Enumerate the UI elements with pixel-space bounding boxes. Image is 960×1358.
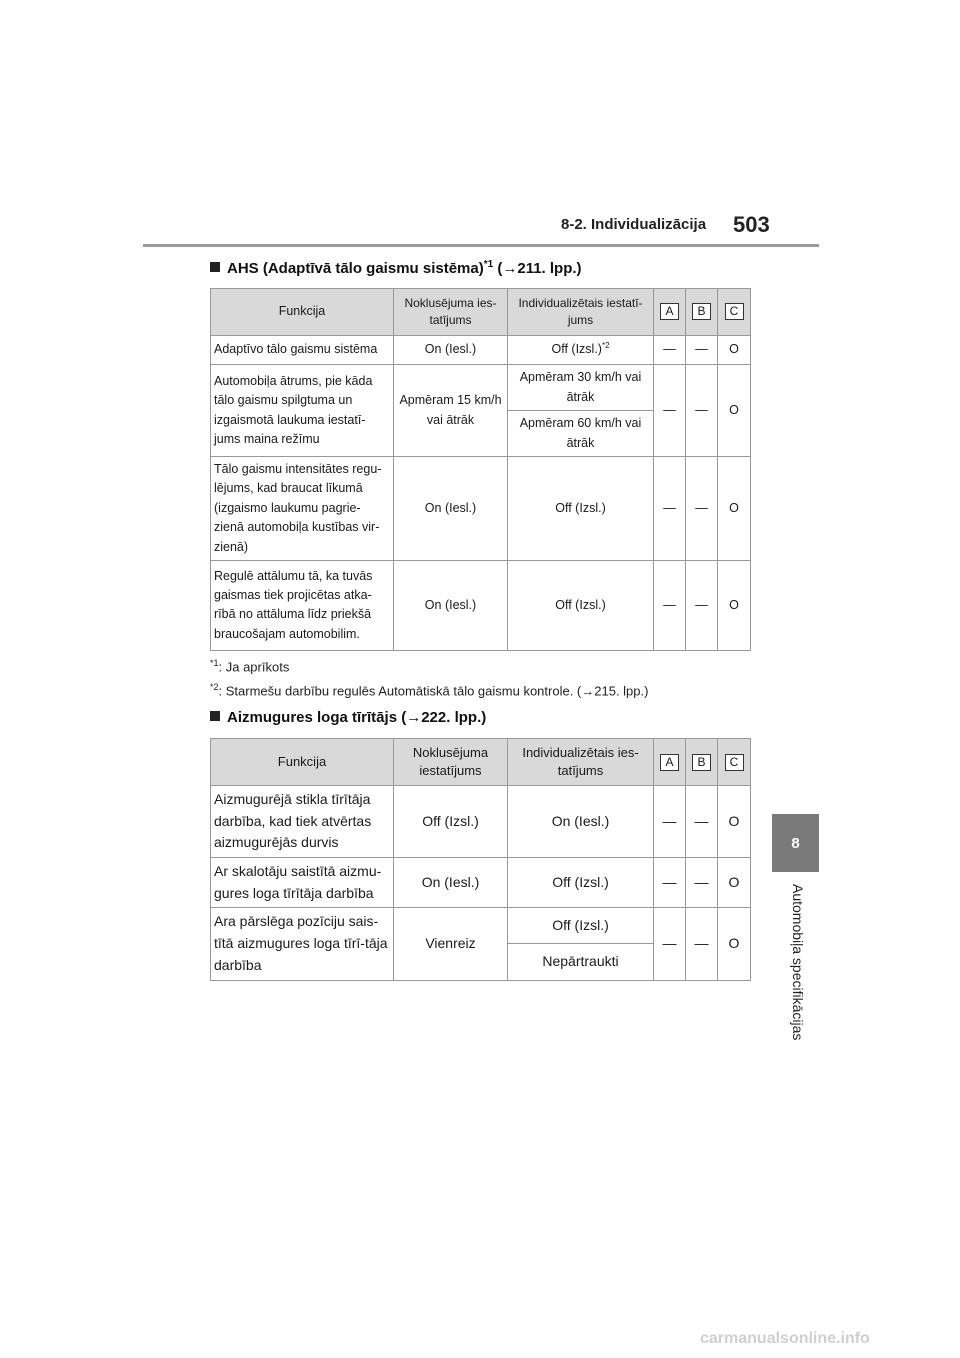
header-c: C [718, 289, 751, 336]
footnote-1: $^{*1}$: Ja aprīkots [210, 658, 290, 675]
header-function: Funkcija [211, 739, 394, 786]
table-row: Ara pārslēga pozīciju sais-tītā aizmugures loga tīrī-tāja darbība Vienreiz Off (Izsl.) — — O [211, 908, 751, 943]
header-a: A [654, 289, 686, 336]
square-bullet-icon [210, 262, 220, 272]
chapter-tab: 8 [772, 814, 819, 872]
header-a: A [654, 739, 686, 786]
header-custom: Individualizētais iestatī- jums [508, 289, 654, 336]
ahs-settings-table [210, 288, 751, 651]
footnote-2: $^{*2}$: Starmešu darbību regulēs Automātiskā tālo gaismu kontrole. (→215. lpp.) [210, 682, 649, 699]
square-bullet-icon [210, 711, 220, 721]
page-number: 503 [733, 212, 770, 237]
table-row: Apmēram 60 km/h vai ātrāk [211, 411, 751, 457]
table-header-row [211, 289, 751, 336]
header-custom: Individualizētais ies- tatījums [508, 739, 654, 786]
header-divider [143, 244, 819, 247]
header-function: Funkcija [211, 289, 394, 336]
section-title: 8-2. Individualizācija [561, 216, 707, 233]
table-row: Regulē attālumu tā, ka tuvās gaismas tiek projicētas atka-rībā no attāluma līdz priekšā braucošajam automobilim. On (Iesl.) Off (Izsl.) — — O [211, 560, 751, 650]
header-default: Noklusējuma ies- tatījums [394, 289, 508, 336]
table-row: Adaptīvo tālo gaismu sistēma On (Iesl.) Off (Izsl.)$^{*2}$ — — O [211, 336, 751, 365]
table-row: Aizmugurējā stikla tīrītāja darbība, kad tiek atvērtas aizmugurējās durvis Off (Izsl.) On (Iesl.) — — O [211, 786, 751, 858]
header-b: B [686, 289, 718, 336]
table-row: Automobiļa ātrums, pie kāda tālo gaismu spilgtuma un izgaismotā laukuma iestatī-jums maina režīmu Apmēram 15 km/h vai ātrāk Apmēram 30 km/h vai ātrāk — — O [211, 365, 751, 411]
table-header-row [211, 739, 751, 786]
table-row: Tālo gaismu intensitātes regu-lējums, kad braucat līkumā (izgaismo laukumu pagrie-zienā automobiļa kustības vir-zienā) On (Iesl.) Off (Izsl.) — — O [211, 457, 751, 561]
heading-ahs: AHS (Adaptīvā tālo gaismu sistēma)$^{*1}$ (→211. lpp.) [210, 259, 582, 277]
heading-rear-wiper: Aizmugures loga tīrītājs (→222. lpp.) [210, 709, 486, 726]
header-c: C [718, 739, 751, 786]
watermark: carmanualsonline.info [700, 1330, 870, 1347]
header-b: B [686, 739, 718, 786]
chapter-tab-label: Automobiļa specifikācijas [790, 884, 806, 1041]
header-default: Noklusējuma iestatījums [394, 739, 508, 786]
table-row: Ar skalotāju saistītā aizmu-gures loga tīrītāja darbība On (Iesl.) Off (Izsl.) — — O [211, 858, 751, 908]
rear-wiper-settings-table [210, 738, 751, 981]
table-row: Nepārtraukti [211, 943, 751, 980]
